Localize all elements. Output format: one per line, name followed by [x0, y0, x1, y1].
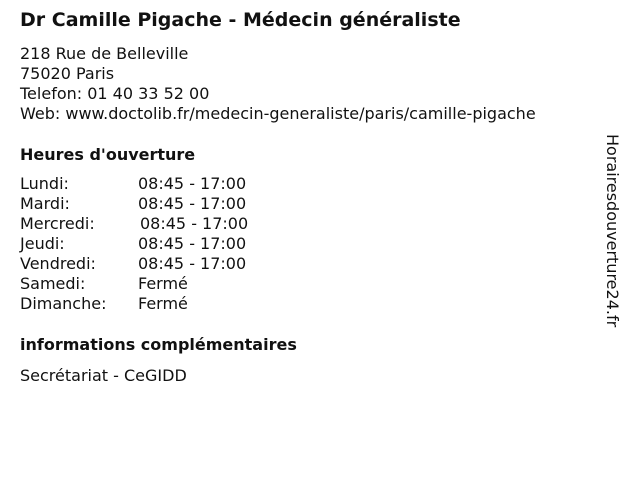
website-link[interactable]: Web: www.doctolib.fr/medecin-generaliste/paris/camille-pigache [20, 104, 536, 123]
hours-day: Lundi: [20, 174, 69, 193]
site-brand-vertical: Horairesdouverture24.fr [603, 134, 622, 328]
additional-info-heading: informations complémentaires [20, 335, 297, 354]
opening-hours-heading: Heures d'ouverture [20, 145, 196, 164]
hours-day: Jeudi: [20, 234, 65, 253]
hours-time: Fermé [138, 294, 188, 313]
hours-time: 08:45 - 17:00 [140, 214, 249, 233]
page-title: Dr Camille Pigache - Médecin généraliste [20, 9, 461, 31]
hours-time: 08:45 - 17:00 [138, 234, 247, 253]
address-block [20, 44, 536, 124]
hours-day: Dimanche: [20, 294, 107, 313]
hours-time: 08:45 - 17:00 [138, 254, 247, 273]
additional-info-text: Secrétariat - CeGIDD [20, 366, 187, 385]
hours-time: 08:45 - 17:00 [138, 174, 247, 193]
address-city: 75020 Paris [20, 64, 115, 83]
hours-time: 08:45 - 17:00 [138, 194, 247, 213]
address-street: 218 Rue de Belleville [20, 44, 189, 63]
hours-day: Vendredi: [20, 254, 96, 273]
hours-day: Samedi: [20, 274, 86, 293]
phone-number[interactable]: Telefon: 01 40 33 52 00 [20, 84, 210, 103]
hours-time: Fermé [138, 274, 188, 293]
hours-day: Mercredi: [20, 214, 95, 233]
hours-day: Mardi: [20, 194, 70, 213]
